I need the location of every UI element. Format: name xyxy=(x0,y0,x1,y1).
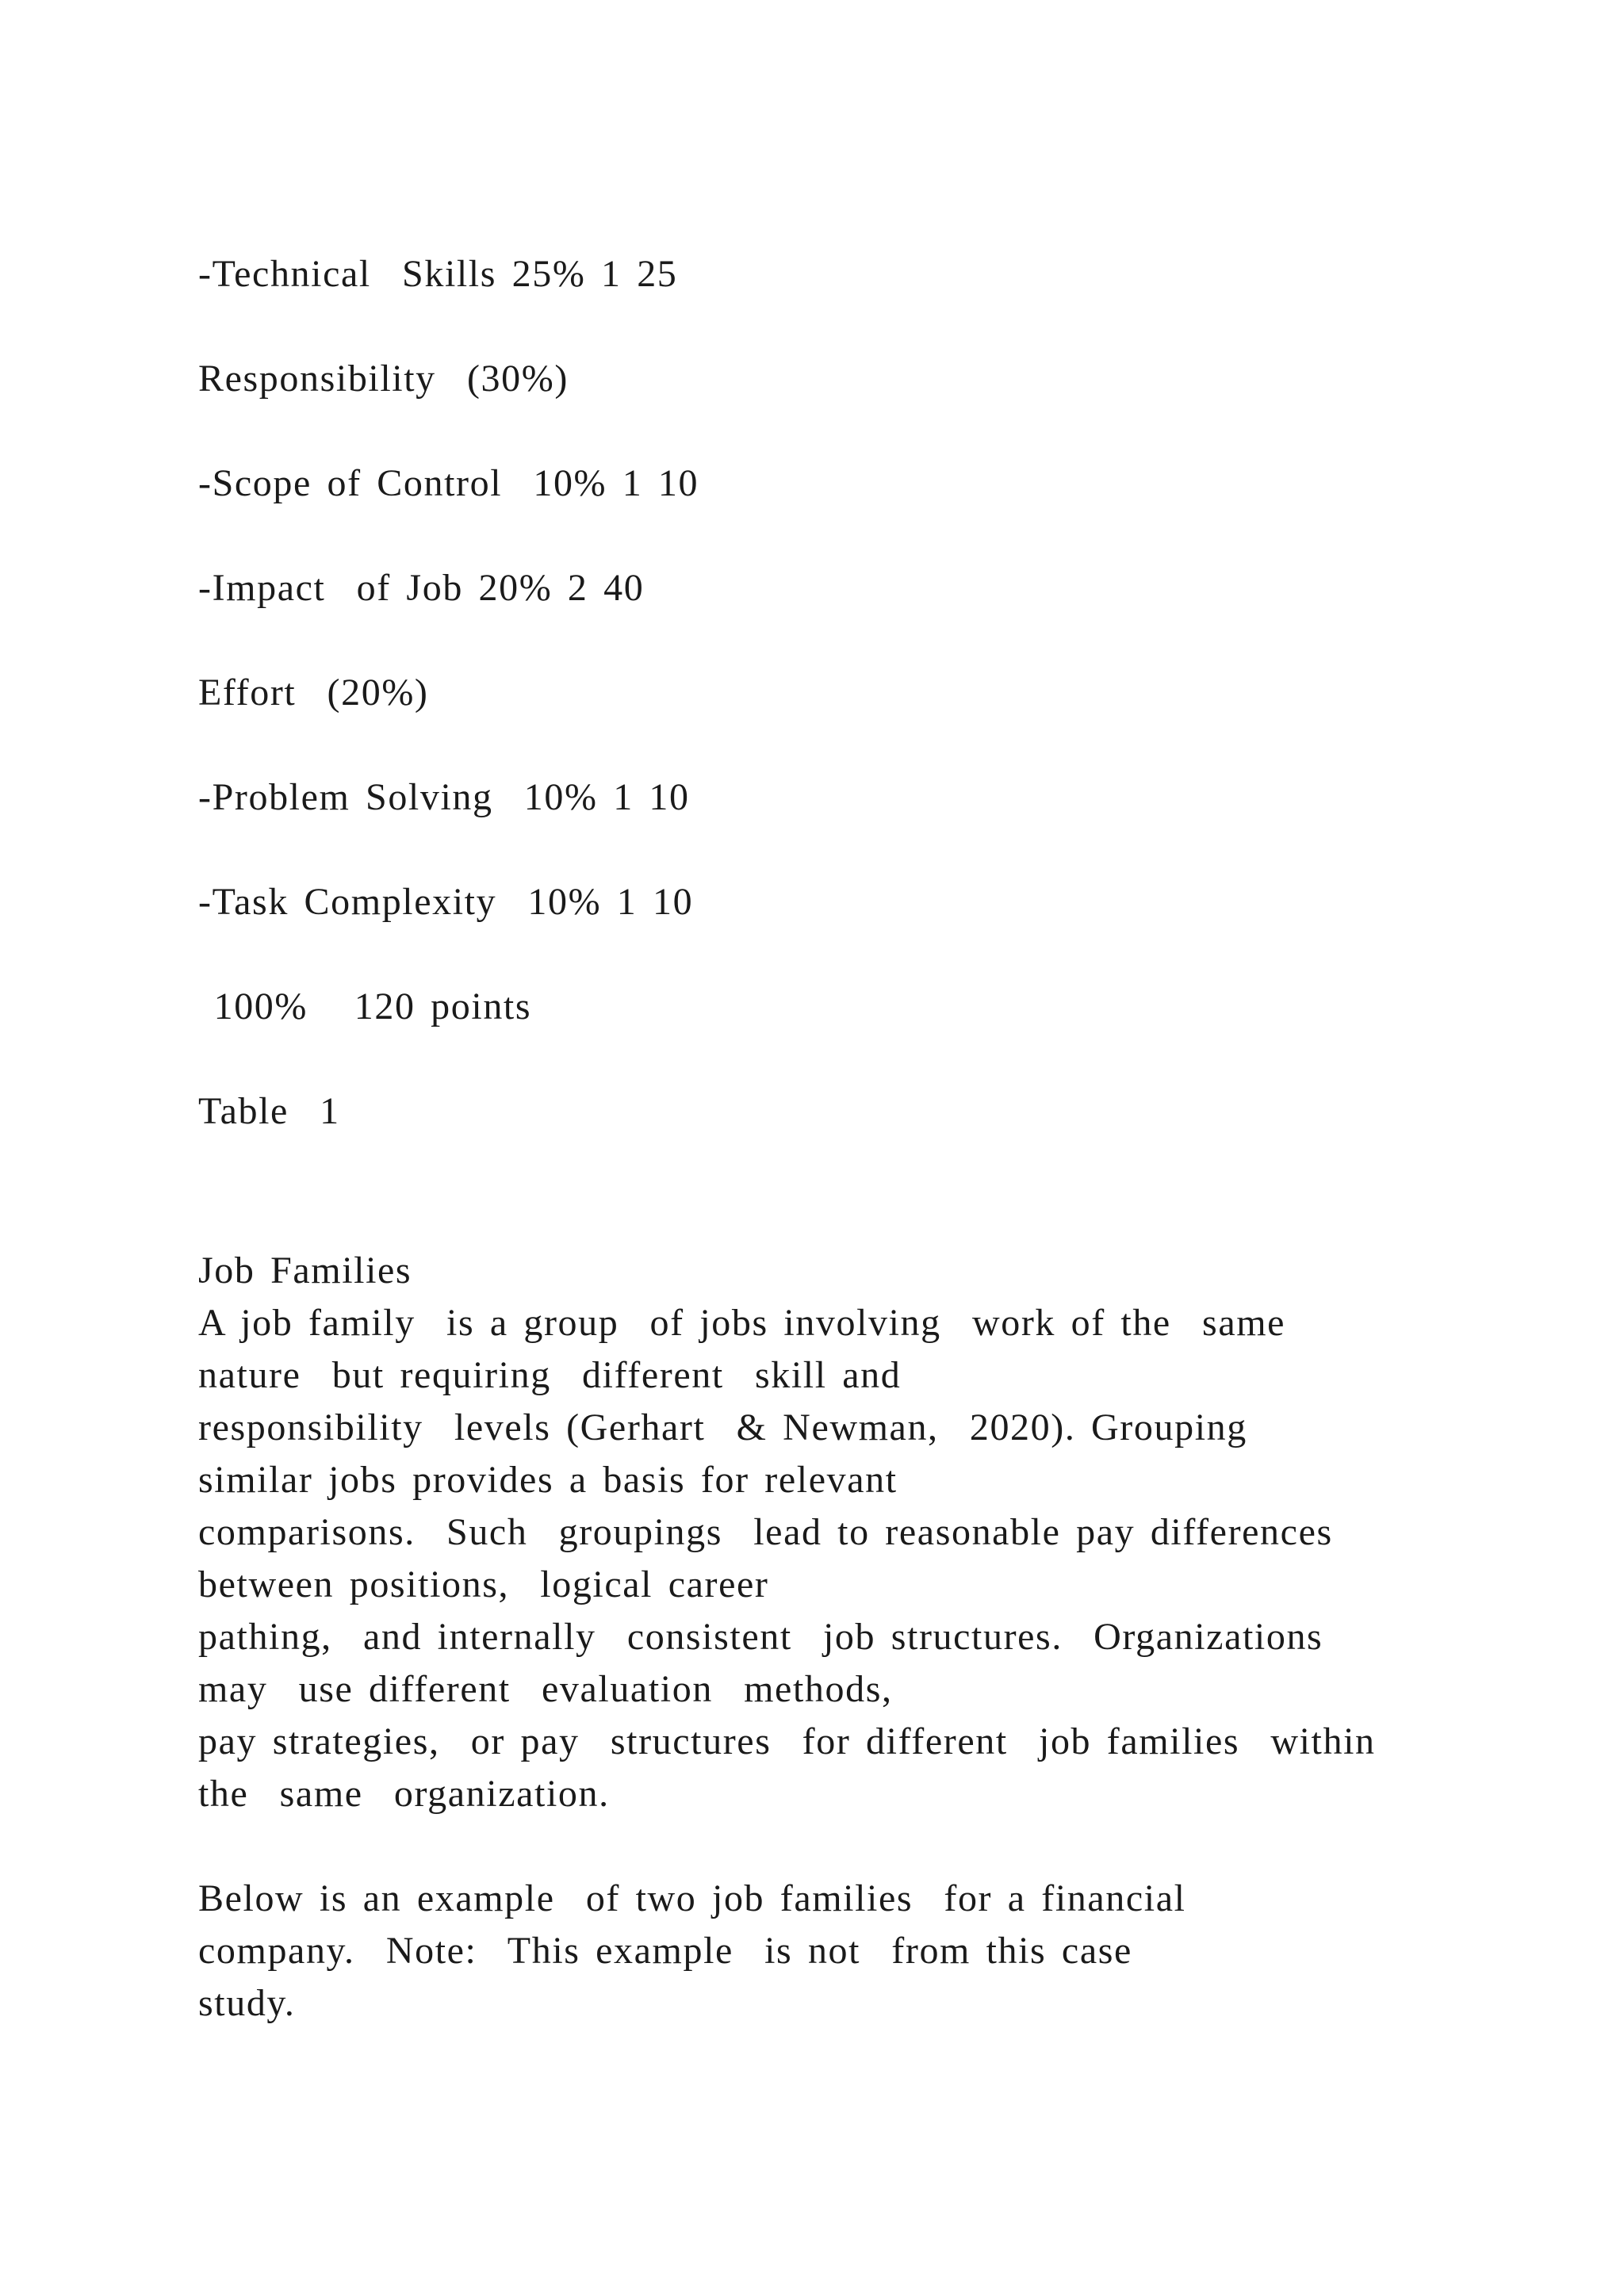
paragraph-line: nature but requiring different skill and xyxy=(198,1354,902,1396)
paragraph-line: pay strategies, or pay structures for different job families within xyxy=(198,1720,1376,1762)
table-row-scope-of-control: -Scope of Control 10% 1 10 xyxy=(198,462,699,504)
paragraph-line: company. Note: This example is not from this case xyxy=(198,1930,1132,1972)
paragraph-line: the same organization. xyxy=(198,1773,610,1815)
table-row-responsibility: Responsibility (30%) xyxy=(198,358,569,400)
paragraph-line: responsibility levels (Gerhart & Newman, 2020). Grouping xyxy=(198,1406,1247,1448)
paragraph-line: between positions, logical career xyxy=(198,1563,769,1605)
paragraph-line: similar jobs provides a basis for relevant xyxy=(198,1459,898,1501)
closing-paragraph xyxy=(198,1873,1507,2030)
paragraph-line: may use different evaluation methods, xyxy=(198,1668,893,1710)
paragraph-line: A job family is a group of jobs involving work of the same xyxy=(198,1302,1286,1344)
table-row-task-complexity: -Task Complexity 10% 1 10 xyxy=(198,881,694,923)
paragraph-line: comparisons. Such groupings lead to reasonable pay differences xyxy=(198,1511,1333,1553)
table-caption: Table 1 xyxy=(198,1090,340,1132)
section-heading: Job Families xyxy=(198,1249,412,1292)
table-row-problem-solving: -Problem Solving 10% 1 10 xyxy=(198,776,690,818)
paragraph-line: pathing, and internally consistent job structures. Organizations xyxy=(198,1616,1323,1658)
table-row-impact-of-job: -Impact of Job 20% 2 40 xyxy=(198,567,645,609)
paragraph-line: study. xyxy=(198,1982,296,2024)
section-job-families xyxy=(198,1245,1507,1820)
table-row-technical-skills: -Technical Skills 25% 1 25 xyxy=(198,253,678,295)
paragraph-line: Below is an example of two job families for a financial xyxy=(198,1877,1186,1919)
table-row-total: 100% 120 points xyxy=(198,985,532,1027)
table-row-effort: Effort (20%) xyxy=(198,672,429,714)
